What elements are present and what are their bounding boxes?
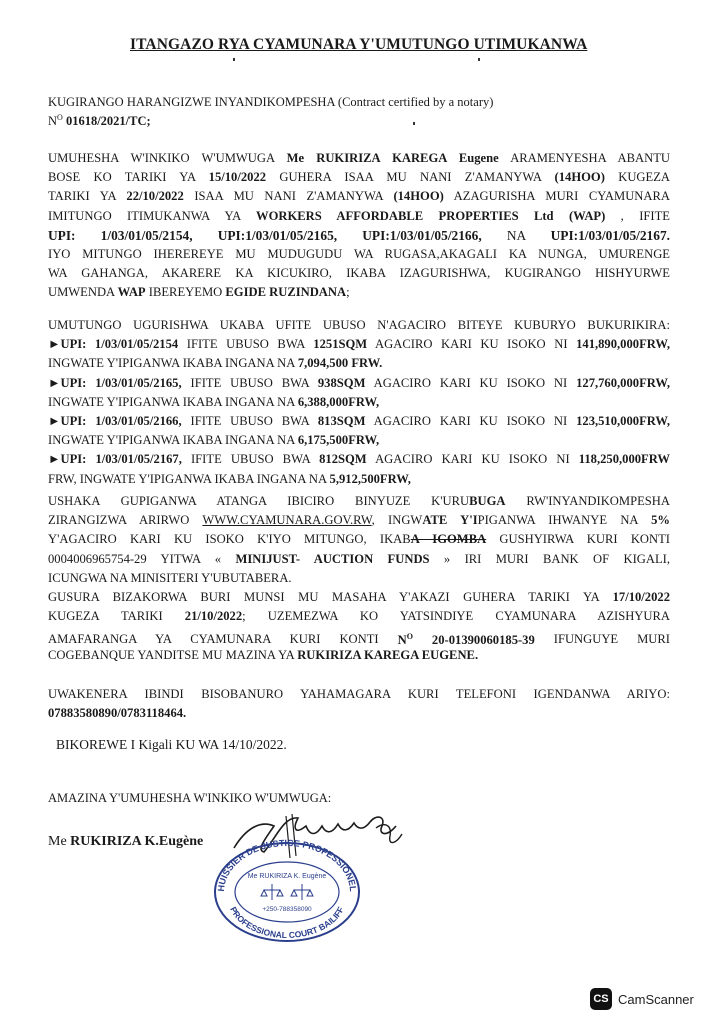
reference-number: $N^O$ 01618/2021/TC; <box>48 113 151 129</box>
camscanner-icon: CS <box>590 988 612 1010</box>
list-item: ►UPI: 1/03/01/05/2165, IFITE UBUSO BWA 938SQM AGACIRO KARI KU ISOKO NI 127,760,000FRW, <box>48 375 670 390</box>
property-list: UMUTUNGO UGURISHWA UKABA UFITE UBUSO N'AGACIRO BITEYE KUBURYO BUKURIKIRA: ►UPI: 1/03/01/05/2154 IFITE UBUSO BWA 1251SQM AGACIRO KARI KU ISOKO NI 141,890,000FRW, INGWATE Y'IPIGANWA IKABA INGANA NA 7,094,500 FRW. ►UPI: 1/03/01/05/2165, IFITE UBUSO BWA 938SQM AGACIRO KARI KU ISOKO NI 127,760,000FRW, INGWATE Y'IPIGANWA IKABA INGANA NA 6,388,000FRW, ►UPI: 1/03/01/05/2166, IFITE UBUSO BWA 813SQM AGACIRO KARI KU ISOKO NI 123,510,000FRW, INGWATE Y'IPIGANWA IKABA INGANA NA 6,175,500FRW, ►UPI: 1/03/01/05/2167, IFITE UBUSO BWA 812SQM AGACIRO KARI KU ISOKO NI 118,250,000FRW FRW, INGWATE Y'IPIGANWA IKABA INGANA NA 5,912,500FRW, <box>48 318 670 486</box>
bullet-icon: ► <box>48 337 61 352</box>
signer-name: Me RUKIRIZA K.Eugène <box>48 834 204 849</box>
list-item: ►UPI: 1/03/01/05/2166, IFITE UBUSO BWA 813SQM AGACIRO KARI KU ISOKO NI 123,510,000FRW, <box>48 413 670 428</box>
signature-heading: AMAZINA Y'UMUHESHA W'INKIKO W'UMWUGA: <box>48 791 332 805</box>
bullet-icon: ► <box>48 413 61 428</box>
scan-mark <box>478 58 480 61</box>
list-item: ►UPI: 1/03/01/05/2154 IFITE UBUSO BWA 1251SQM AGACIRO KARI KU ISOKO NI 141,890,000FRW, <box>48 337 670 352</box>
auction-website-link: WWW.CYAMUNARA.GOV.RW <box>202 513 372 528</box>
stamp-name: Me RUKIRIZA K. Eugène <box>247 873 327 880</box>
announcement-paragraph: UMUHESHA W'INKIKO W'UMWUGA Me RUKIRIZA KAREGA Eugene ARAMENYESHA ABANTU BOSE KO TARIKI YA 15/10/2022 GUHERA ISAA MU NANI Z'AMANYWA (14HOO) KUGEZA TARIKI YA 22/10/2022 ISAA MU NANI Z'AMANYWA (14HOO) AZAGURISHA MURI CYAMUNARA IMITUNGO ITIMUKANWA YA WORKERS AFFORDABLE PROPERTIES Ltd (WAP) , IFITE UPI: 1/03/01/05/2154, UPI:1/03/01/05/2165, UPI:1/03/01/05/2166, NA UPI:1/03/01/05/2167. IYO MITUNGO IHEREREYE MU MUDUGUDU WA RUGASA,AKAGALI KA NUNGA, UMURENGE WA GAHANGA, AKARERE KA KICUKIRO, IKABA IZAGURISHWA, KUGIRANGO HISHYURWE UMWENDA WAP IBEREYEMO EGIDE RUZINDANA; <box>48 151 670 300</box>
camscanner-label: CamScanner <box>618 991 694 1007</box>
list-item: ►UPI: 1/03/01/05/2167, IFITE UBUSO BWA 812SQM AGACIRO KARI KU ISOKO NI 118,250,000FRW <box>48 452 670 467</box>
scan-mark <box>233 58 235 61</box>
bullet-icon: ► <box>48 452 61 467</box>
scan-mark <box>413 122 415 125</box>
reference-line: KUGIRANGO HARANGIZWE INYANDIKOMPESHA (Contract certified by a notary) <box>48 95 494 109</box>
stamp-bottom-text: PROFESSIONAL COURT BAILIFF <box>228 905 346 941</box>
official-stamp <box>212 838 362 942</box>
scales-icon <box>261 884 313 900</box>
document-title: ITANGAZO RYA CYAMUNARA Y'UMUTUNGO UTIMUKANWA <box>130 36 588 53</box>
bidding-instructions: USHAKA GUPIGANWA ATANGA IBICIRO BINYUZE K'URUBUGA RW'INYANDIKOMPESHA ZIRANGIZWA ARIRWO WWW.CYAMUNARA.GOV.RW, INGWATE Y'IPIGANWA IHWANYE NA 5% Y'AGACIRO KARI KU ISOKO K'IYO MITUNGO, IKABA IGOMBA GUSHYIRWA KURI KONTI 00040069657​54-29 YITWA « MINIJUST- AUCTION FUNDS » IRI MURI BANK OF KIGALI, ICUNGWA NA MINISITERI Y'UBUTABERA. GUSURA BIZAKORWA BURI MUNSI MU MASAHA Y'AKAZI GUHERA TARIKI YA 17/10/2022 KUGEZA TARIKI 21/10/2022; UZEMEZWA KO YATSINDIYE CYAMUNARA AZISHYURA AMAFARANGA YA CYAMUNARA KURI KONTI $N^O$ 20-01390060185-39 IFUNGUYE MURI COGEBANQUE YANDITSE MU MAZINA YA RUKIRIZA KAREGA EUGENE. <box>48 494 670 662</box>
stamp-top-text: HUISSIER DE JUSTICE PROFESSIONEL <box>215 838 359 892</box>
stamp-phone: +250-788358090 <box>262 906 312 913</box>
place-and-date: BIKOREWE I Kigali KU WA 14/10/2022. <box>56 737 287 752</box>
bullet-icon: ► <box>48 375 61 390</box>
phone-numbers: 07883580890/0783118464. <box>48 706 187 721</box>
contact-paragraph: UWAKENERA IBINDI BISOBANURO YAHAMAGARA KURI TELEFONI IGENDANWA ARIYO: 07883580890/0783118464. <box>48 687 670 721</box>
camscanner-badge <box>590 988 694 1010</box>
property-list-intro: UMUTUNGO UGURISHWA UKABA UFITE UBUSO N'AGACIRO BITEYE KUBURYO BUKURIKIRA: <box>48 318 670 332</box>
